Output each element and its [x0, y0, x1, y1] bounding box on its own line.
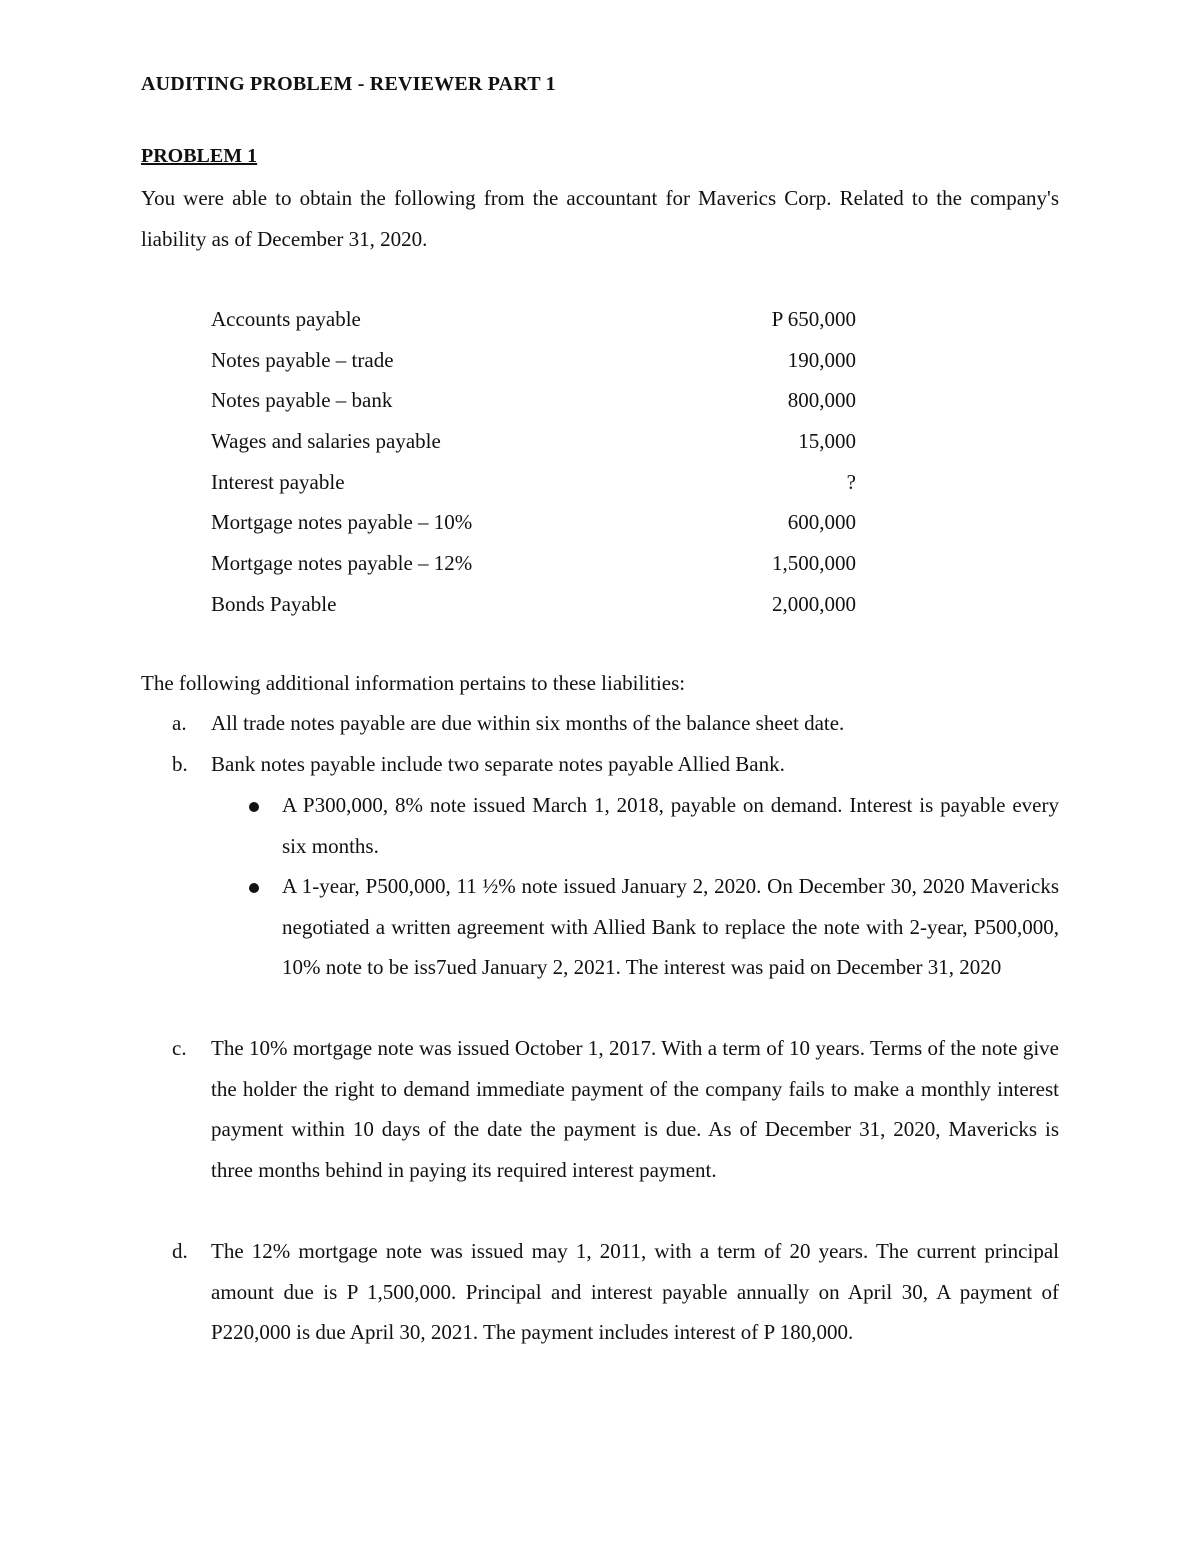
liability-amount: 600,000	[787, 510, 856, 535]
list-item-text: The 10% mortgage note was issued October 1, 2017. With a term of 10 years. Terms of the note give the holder the right to demand immediate payment of the company fails to make a monthly interest payment within 10 days of the date the payment is due. As of December 31, 2020, Mavericks is three months behind in paying its required interest payment.	[211, 1036, 1059, 1182]
liability-label: Mortgage notes payable – 12%	[211, 551, 473, 576]
bullet-dot-icon	[249, 802, 259, 812]
list-item-text: All trade notes payable are due within six months of the balance sheet date.	[211, 711, 845, 735]
liability-label: Interest payable	[211, 469, 345, 494]
liability-amount: 190,000	[787, 347, 856, 372]
liability-row	[211, 301, 856, 342]
liability-amount: 2,000,000	[772, 591, 856, 616]
liability-label: Wages and salaries payable	[211, 429, 441, 454]
bullet-item	[211, 866, 1059, 988]
bullet-item-text: A 1-year, P500,000, 11 ½% note issued January 2, 2020. On December 30, 2020 Mavericks negotiated a written agreement with Allied Bank to replace the note with 2-year, P500,000, 10% note to be iss7ued January 2, 2021. The interest was paid on December 31, 2020	[282, 874, 1059, 979]
problem-heading: PROBLEM 1	[141, 145, 258, 167]
intro-paragraph: You were able to obtain the following from the accountant for Maverics Corp. Related to the company's liability as of December 31, 2020.	[141, 186, 1059, 251]
liability-label: Mortgage notes payable – 10%	[211, 510, 473, 535]
liability-label: Notes payable – trade	[211, 347, 394, 372]
liability-row	[211, 504, 856, 545]
list-marker: d.	[172, 1239, 188, 1263]
list-item-text: The 12% mortgage note was issued may 1, 2011, with a term of 20 years. The current principal amount due is P 1,500,000. Principal and interest payable annually on April 30, A payment of P220,000 is due April 30, 2021. The payment includes interest of P 180,000.	[211, 1239, 1059, 1344]
additional-info-intro: The following additional information pertains to these liabilities:	[141, 671, 686, 695]
list-item-text: Bank notes payable include two separate notes payable Allied Bank.	[211, 752, 785, 776]
liability-amount: 15,000	[798, 429, 856, 454]
liability-label: Accounts payable	[211, 307, 361, 331]
bullet-dot-icon	[249, 883, 259, 893]
liability-amount: 800,000	[787, 388, 856, 413]
list-marker: b.	[172, 752, 188, 776]
liability-row	[211, 423, 856, 464]
bullet-item	[211, 785, 1059, 866]
list-item-b	[141, 744, 1059, 785]
list-marker: a.	[172, 711, 187, 735]
liability-amount: P 650,000	[771, 307, 856, 331]
liability-row	[211, 464, 856, 505]
liability-row	[211, 545, 856, 586]
liability-label: Bonds Payable	[211, 591, 337, 616]
list-marker: c.	[172, 1036, 187, 1060]
liability-row	[211, 586, 856, 627]
bullet-item-text: A P300,000, 8% note issued March 1, 2018, payable on demand. Interest is payable every six months.	[282, 793, 1059, 858]
liability-row	[211, 342, 856, 383]
list-item-d	[141, 1231, 1059, 1353]
list-item-c	[141, 1028, 1059, 1190]
liability-row	[211, 382, 856, 423]
liability-label: Notes payable – bank	[211, 388, 393, 413]
document-title: AUDITING PROBLEM - REVIEWER PART 1	[141, 73, 556, 95]
liability-amount: 1,500,000	[772, 551, 856, 576]
list-item-a	[141, 703, 1059, 744]
liabilities-table	[211, 301, 856, 627]
liability-amount: ?	[846, 469, 856, 494]
